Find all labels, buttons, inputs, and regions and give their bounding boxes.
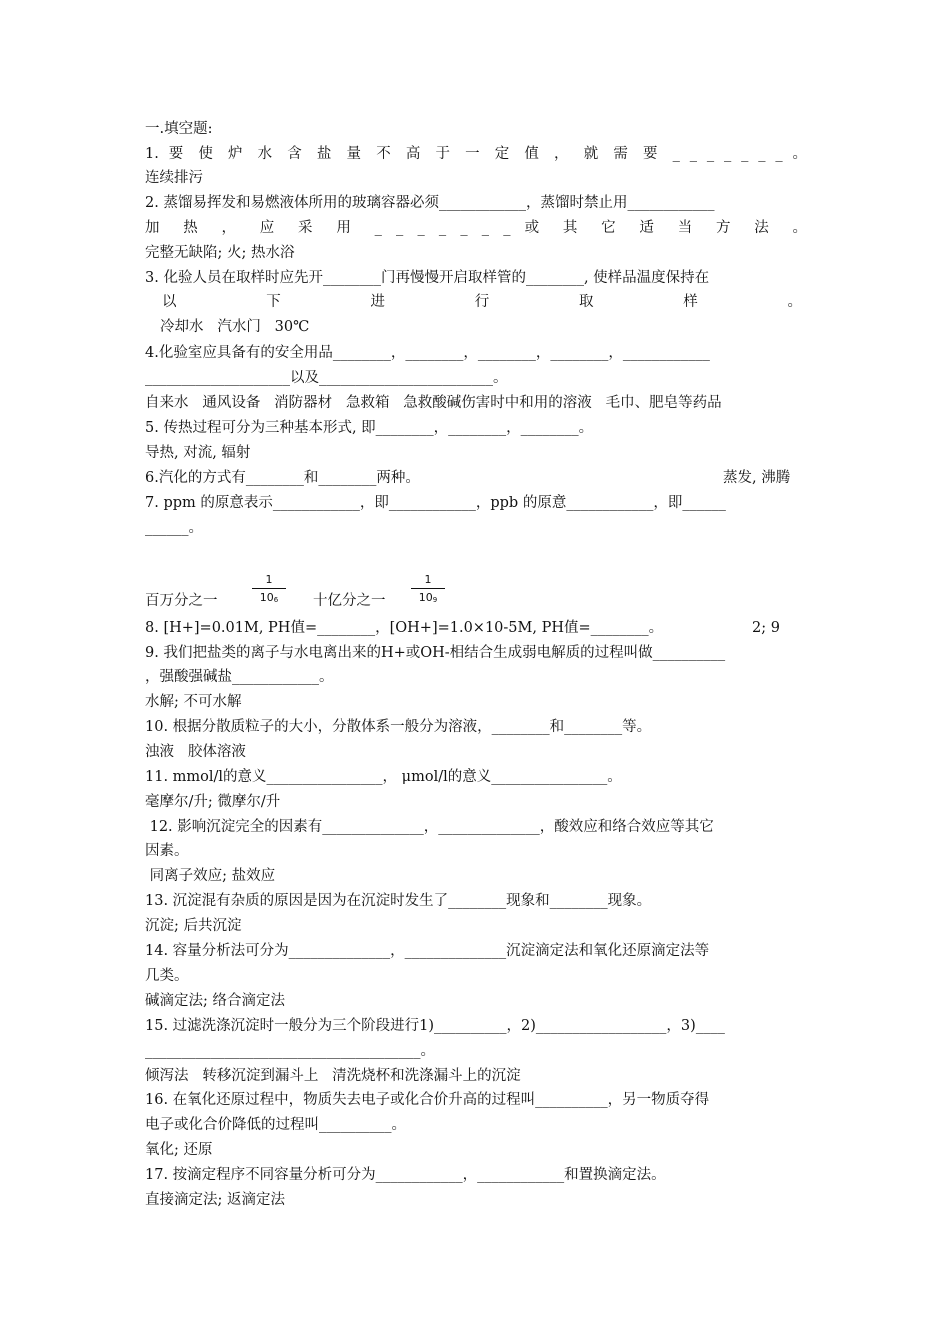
question-11: 11. mmol/l的意义________________， μmol/l的意义________________。	[145, 769, 622, 785]
question-15-line-1: 15. 过滤洗涤沉淀时一般分为三个阶段进行1)__________，2)__________________，3)____	[145, 1018, 725, 1034]
answer-14: 碱滴定法; 络合滴定法	[145, 993, 285, 1009]
answer-13: 沉淀; 后共沉淀	[145, 918, 242, 934]
answer-16: 氧化; 还原	[145, 1142, 213, 1158]
fraction-base: 10	[259, 591, 274, 604]
question-10: 10. 根据分散质粒子的大小，分散体系一般分为溶液，________和________等。	[145, 719, 652, 735]
answer-7a: 百万分之一	[145, 593, 218, 609]
fraction-numerator: 1	[265, 573, 273, 586]
question-2-line-2: 加 热 ， 应 采 用 _ _ _ _ _ _ _ 或 其 它 适 当 方 法 。	[145, 220, 807, 236]
question-16-line-1: 16. 在氧化还原过程中，物质失去电子或化合价升高的过程叫__________，另一物质夺得	[145, 1092, 710, 1108]
question-7-line-2: ______。	[145, 520, 203, 536]
question-8: 8. [H+]=0.01M, PH值=________，[OH+]=1.0×10-5M, PH值=________。	[145, 620, 664, 636]
answer-6: 蒸发, 沸腾	[723, 470, 791, 486]
answer-15: 倾泻法 转移沉淀到漏斗上 清洗烧杯和洗涤漏斗上的沉淀	[145, 1068, 521, 1084]
question-2-line-1: 2. 蒸馏易挥发和易燃液体所用的玻璃容器必须____________，蒸馏时禁止用____________	[145, 195, 715, 211]
fraction-bar	[252, 588, 286, 589]
fraction-one-over-ten-to-nine	[411, 573, 445, 605]
answer-11: 毫摩尔/升; 微摩尔/升	[145, 794, 281, 810]
answer-5: 导热, 对流, 辐射	[145, 445, 251, 461]
question-15-line-2: ______________________________________。	[145, 1043, 435, 1059]
fraction-base: 10	[418, 591, 433, 604]
question-12-line-2: 因素。	[145, 843, 189, 859]
fraction-denominator	[411, 591, 445, 605]
question-13: 13. 沉淀混有杂质的原因是因为在沉淀时发生了________现象和________现象。	[145, 893, 652, 909]
answer-1: 连续排污	[145, 170, 203, 186]
answer-8: 2; 9	[752, 620, 780, 636]
question-17: 17. 按滴定程序不同容量分析可分为____________，____________和置换滴定法。	[145, 1167, 666, 1183]
question-16-line-2: 电子或化合价降低的过程叫__________。	[145, 1117, 406, 1133]
fraction-numerator: 1	[424, 573, 432, 586]
answer-3: 冷却水 汽水门 30℃	[160, 319, 310, 335]
question-1: 1. 要 使 炉 水 含 盐 量 不 高 于 一 定 值 ， 就 需 要 _ _ _ _ _ _ _ 。	[145, 146, 807, 162]
answer-7b: 十亿分之一	[313, 593, 386, 609]
question-9-line-2: ，强酸强碱盐____________。	[145, 669, 334, 685]
answer-9: 水解; 不可水解	[145, 694, 242, 710]
question-7-line-1: 7. ppm 的原意表示____________，即____________，ppb 的原意____________，即______	[145, 495, 726, 511]
question-4-line-1: 4.化验室应具备有的安全用品________，________，________，________，____________	[145, 345, 710, 361]
answer-4: 自来水 通风设备 消防器材 急救箱 急救酸碱伤害时中和用的溶液 毛巾、肥皂等药品	[145, 395, 722, 411]
question-12-line-1: 12. 影响沉淀完全的因素有______________，______________，酸效应和络合效应等其它	[145, 819, 714, 835]
question-14-line-2: 几类。	[145, 968, 189, 984]
fraction-exponent: 6	[273, 596, 279, 604]
answer-2: 完整无缺陷; 火; 热水浴	[145, 245, 295, 261]
question-6: 6.汽化的方式有________和________两种。	[145, 470, 420, 486]
question-4-line-2: ____________________以及________________________。	[145, 370, 508, 386]
answer-10: 浊液 胶体溶液	[145, 744, 246, 760]
question-14-line-1: 14. 容量分析法可分为______________，______________沉淀滴定法和氧化还原滴定法等	[145, 943, 710, 959]
section-title: 一.填空题:	[145, 121, 213, 137]
answer-17: 直接滴定法; 返滴定法	[145, 1192, 285, 1208]
fraction-denominator	[252, 591, 286, 605]
fraction-bar	[411, 588, 445, 589]
question-3-line-1: 3. 化验人员在取样时应先开________门再慢慢开启取样管的________, 使样品温度保持在	[145, 270, 710, 286]
fraction-one-over-ten-to-six	[252, 573, 286, 605]
answer-12: 同离子效应; 盐效应	[145, 868, 276, 884]
question-5: 5. 传热过程可分为三种基本形式, 即________，________，________。	[145, 420, 594, 436]
question-9-line-1: 9. 我们把盐类的离子与水电离出来的H+或OH-相结合生成弱电解质的过程叫做__________	[145, 645, 726, 661]
fraction-exponent: 9	[432, 596, 438, 604]
question-3-line-2: 以 下 进 行 取 样 。	[162, 294, 802, 310]
